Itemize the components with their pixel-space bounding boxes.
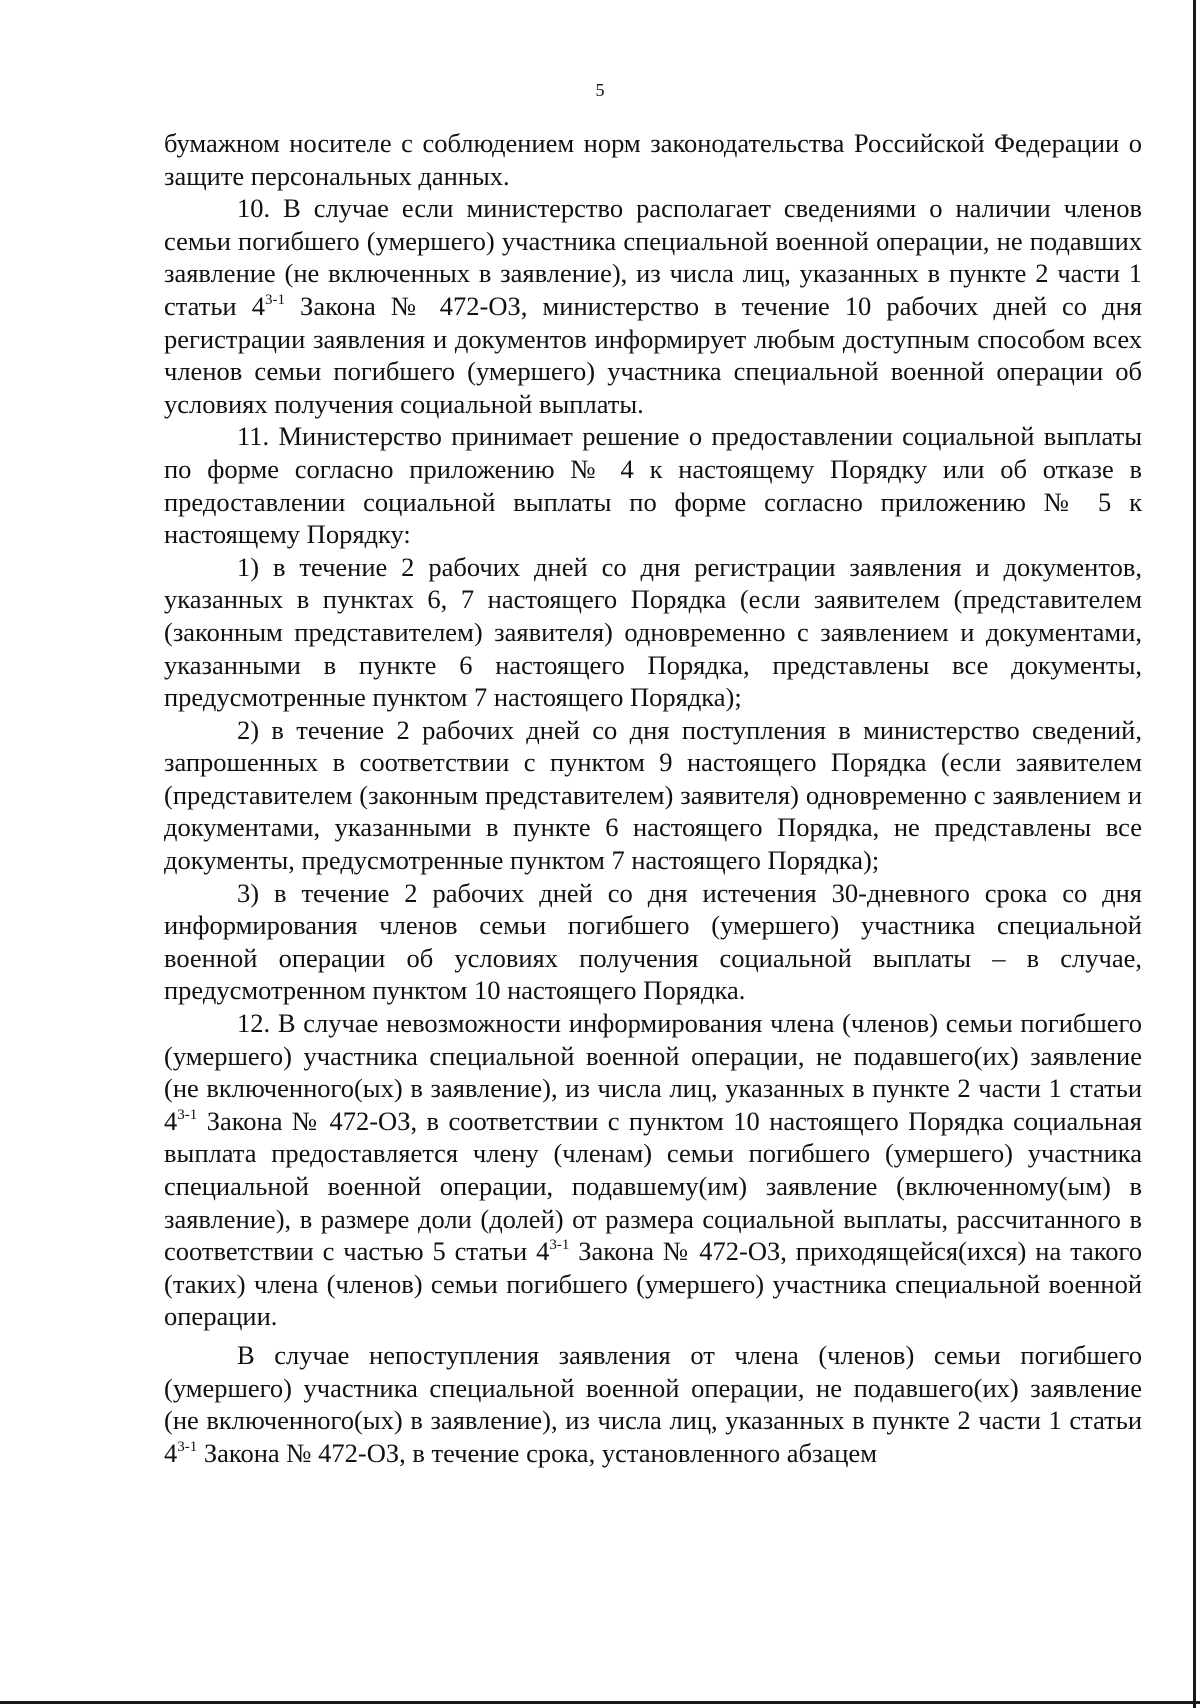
- paragraph-12-text-b: Закона № 472-ОЗ, в соответствии с пунктом 10 настоящего Порядка социальная выплата предоставляется члену (членам) семьи погибшего (умершего) участника специальной военной операции, подавшему(им) заявление (включенному(ым) в заявление), в размере доли (долей) от размера социальной выплаты, рассчитанного в соответствии с частью 5 статьи 4: [164, 1105, 1142, 1267]
- paragraph-11-item-1: 1) в течение 2 рабочих дней со дня регистрации заявления и документов, указанных в пунктах 6, 7 настоящего Порядка (если заявителем (представителем (законным представителем) заявителя) одновременно с заявлением и документами, указанными в пункте 6 настоящего Порядка, представлены все документы, предусмотренные пунктом 7 настоящего Порядка);: [164, 551, 1142, 713]
- article-superscript: 3-1: [264, 291, 285, 308]
- paragraph-10-text-a: 10. В случае если министерство располагает сведениями о наличии членов семьи погибшего (умершего) участника специальной военной операции, не подавших заявление (не включенных в заявление), из числа лиц, указанных в пункте 2 части 1 статьи 4: [164, 193, 1142, 321]
- paragraph-10: [164, 192, 1142, 420]
- article-superscript: 3-1: [177, 1438, 198, 1455]
- article-superscript: 3-1: [549, 1237, 570, 1254]
- scan-edge-bottom: [0, 1701, 1200, 1704]
- article-superscript: 3-1: [177, 1106, 198, 1123]
- paragraph-13-text-a: В случае непоступления заявления от члена (членов) семьи погибшего (умершего) участника специальной военной операции, не подавшего(их) заявление (не включенного(ых) в заявление), из числа лиц, указанных в пункте 2 части 1 статьи 4: [164, 1339, 1142, 1468]
- paragraph-11: 11. Министерство принимает решение о предоставлении социальной выплаты по форме согласно приложению № 4 к настоящему Порядку или об отказе в предоставлении социальной выплаты по форме согласно приложению № 5 к настоящему Порядку:: [164, 421, 1142, 550]
- paragraph-12-part-2: [164, 1339, 1142, 1469]
- paragraph-12: [164, 1007, 1142, 1333]
- paragraph-13-text-b: Закона № 472-ОЗ, в течение срока, установленного абзацем: [197, 1437, 877, 1468]
- scan-edge-right: [1193, 0, 1196, 1708]
- paragraph-10-text-b: Закона № 472-ОЗ, министерство в течение 10 рабочих дней со дня регистрации заявления и документов информирует любым доступным способом всех членов семьи погибшего (умершего) участника специальной военной операции об условиях получения социальной выплаты.: [164, 290, 1143, 419]
- paragraph-continuation: бумажном носителе с соблюдением норм законодательства Российской Федерации о защите персональных данных.: [164, 128, 1142, 191]
- paragraph-11-item-3: 3) в течение 2 рабочих дней со дня истечения 30-дневного срока со дня информирования членов семьи погибшего (умершего) участника специальной военной операции об условиях получения социальной выплаты – в случае, предусмотренном пунктом 10 настоящего Порядка.: [164, 877, 1142, 1006]
- document-body: [164, 127, 1142, 1469]
- paragraph-12-text-a: 12. В случае невозможности информирования члена (членов) семьи погибшего (умершего) участника специальной военной операции, не подавшего(их) заявление (не включенного(ых) в заявление), из числа лиц, указанных в пункте 2 части 1 статьи 4: [164, 1008, 1142, 1136]
- paragraph-12-text-c: Закона № 472-ОЗ, приходящейся(ихся) на такого (таких) члена (членов) семьи погибшего (умершего) участника специальной военной операции.: [164, 1236, 1143, 1332]
- paragraph-11-item-2: 2) в течение 2 рабочих дней со дня поступления в министерство сведений, запрошенных в соответствии с пунктом 9 настоящего Порядка (если заявителем (представителем (законным представителем) заявителя) одновременно с заявлением и документами, указанными в пункте 6 настоящего Порядка, не представлены все документы, предусмотренные пунктом 7 настоящего Порядка);: [164, 714, 1142, 876]
- page-number: 5: [595, 80, 605, 100]
